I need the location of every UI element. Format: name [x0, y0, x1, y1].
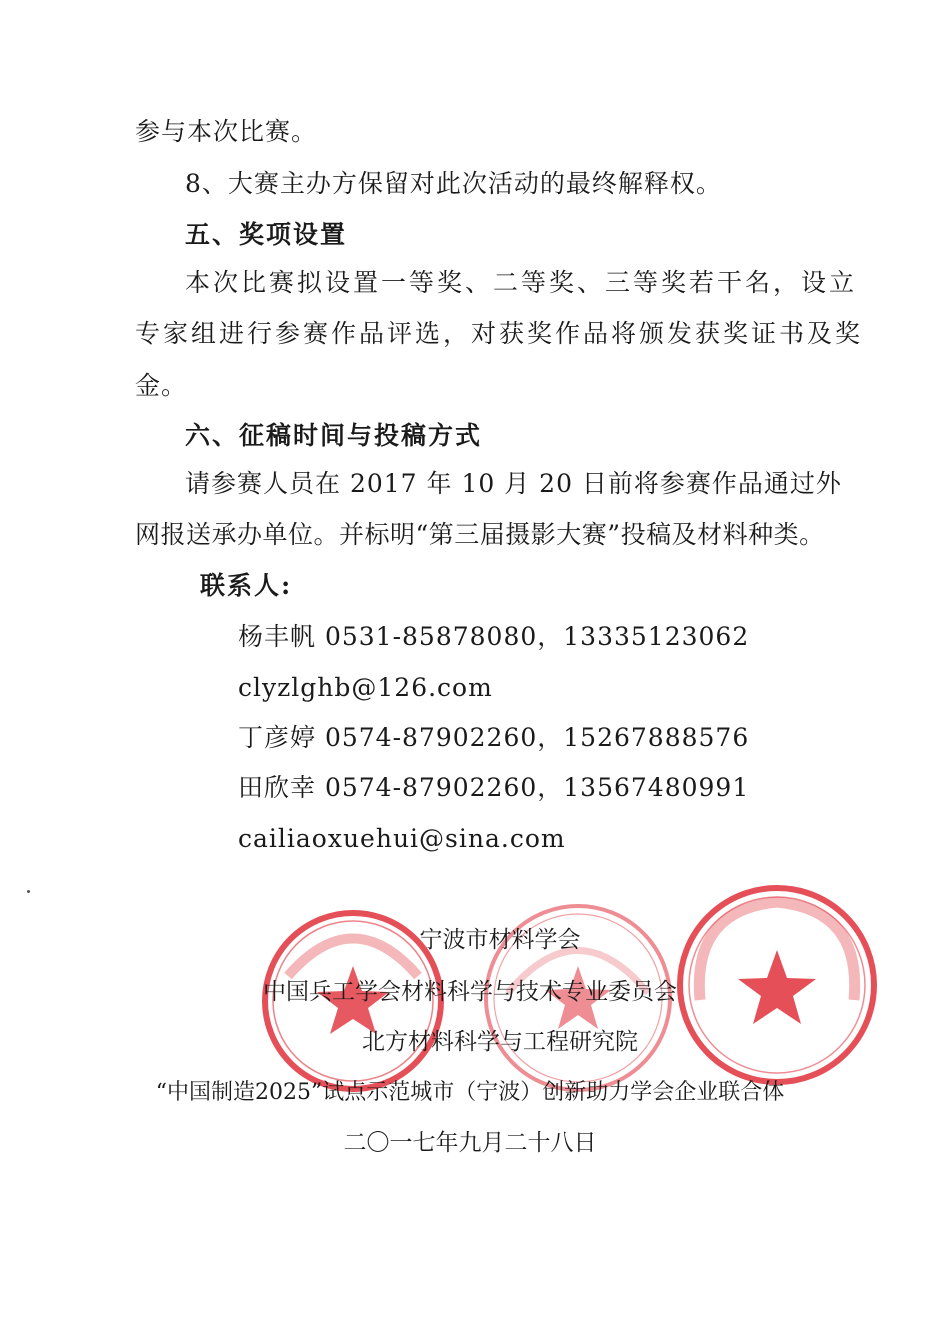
signature-org-1: 宁波市材料学会 — [419, 927, 581, 953]
signature-date: 二〇一七年九月二十八日 — [343, 1130, 597, 1156]
signature-org-4: “中国制造2025”试点示范城市（宁波）创新助力学会企业联合体 — [155, 1080, 785, 1105]
contact-line: 杨丰帆 0531-85878080，13335123062 — [238, 622, 750, 651]
text-line: 8、大赛主办方保留对此次活动的最终解释权。 — [185, 169, 722, 198]
contacts-label: 联系人: — [200, 571, 293, 600]
contact-line: 丁彦婷 0574-87902260，15267888576 — [238, 723, 750, 752]
contact-email: cailiaoxuehui@sina.com — [238, 824, 566, 853]
contact-email: clyzlghb@126.com — [238, 673, 493, 702]
text-line: 专家组进行参赛作品评选，对获奖作品将颁发获奖证书及奖 — [135, 319, 864, 348]
scan-speck — [27, 890, 30, 893]
section-heading: 五、奖项设置 — [185, 220, 348, 249]
text-line: 参与本次比赛。 — [135, 117, 318, 146]
signature-org-3: 北方材料科学与工程研究院 — [362, 1029, 638, 1055]
text-line: 金。 — [135, 371, 188, 400]
section-heading: 六、征稿时间与投稿方式 — [185, 421, 483, 450]
text-line: 本次比赛拟设置一等奖、二等奖、三等奖若干名，设立 — [185, 268, 858, 297]
signature-org-2: 中国兵工学会材料科学与技术专业委员会 — [263, 979, 677, 1005]
text-line: 请参赛人员在 2017 年 10 月 20 日前将参赛作品通过外 — [185, 469, 842, 498]
text-line: 网报送承办单位。并标明“第三届摄影大赛”投稿及材料种类。 — [135, 520, 825, 549]
contact-line: 田欣幸 0574-87902260，13567480991 — [238, 773, 750, 802]
